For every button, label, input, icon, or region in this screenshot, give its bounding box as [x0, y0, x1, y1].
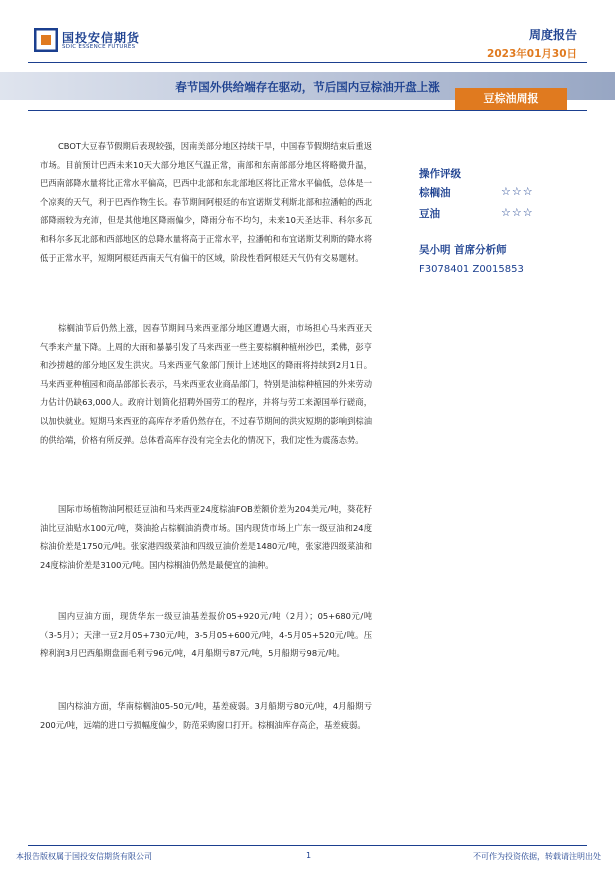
rating-sidebar	[419, 166, 589, 296]
header-divider	[28, 62, 587, 63]
body-paragraph-palm-oil	[40, 319, 372, 449]
category-tab: 豆棕油周报	[455, 88, 567, 110]
page-number: 1	[306, 851, 312, 860]
paragraph-text: 国内豆油方面，现货华东一级豆油基差报价05+920元/吨（2月）；05+680元/吨 （3-5月）；天津一豆2月05+730元/吨，3-5月05+600元/吨，4-5月05+520元/吨。压榨利润3月巴西船期盘面毛利亏96元/吨，4月船期亏87元/吨，5月船期亏98元/吨。	[40, 611, 381, 659]
report-date: 2023年01月30日	[487, 48, 577, 60]
rating-label: 豆油	[419, 208, 440, 220]
analyst-license: F3078401 Z0015853	[419, 264, 524, 275]
star-rating-icon: ☆☆☆	[501, 206, 534, 219]
body-paragraph-spreads	[40, 500, 372, 574]
footer-divider	[28, 845, 587, 846]
company-logo	[34, 28, 184, 54]
paragraph-text: 棕榈油节后仍然上涨，因春节期间马来西亚部分地区遭遇大雨，市场担心马来西亚天气季来产量下降。上周的大雨和暴暴引发了马来西亚一些主要棕榈种植州沙巴，柔佛，彭亨和沙捞越的部分地区发生洪灾。马来西亚气象部门预计上述地区的降雨将持续到2月1日。马来西亚种植园和商品部部长表示，马来西亚农业商品部门，特别是油棕种植园的外来劳动力估计仍缺63,000人。政府计划简化招聘外国劳工的程序，并将与劳工来源国举行磋商，以加快就业。短期马来西亚的高库存矛盾仍然存在，不过春节期间的洪灾短期的影响到棕油的供给端，价格有所反弹。总体看高库存没有完全去化的情况下，我们定性为震荡态势。	[40, 323, 372, 445]
body-paragraph-soybean	[40, 137, 372, 267]
body-paragraph-domestic-soyoil	[40, 607, 381, 663]
logo-english-name: SDIC ESSENCE FUTURES	[62, 44, 136, 50]
rating-row-palm-oil	[419, 185, 589, 201]
title-divider	[28, 110, 587, 111]
footer-disclaimer: 不可作为投资依据，转载请注明出处	[473, 852, 601, 861]
paragraph-text: 国际市场植物油阿根廷豆油和马来西亚24度棕油FOB差额价差为204美元/吨，葵花籽油比豆油贴水100元/吨，葵油抢占棕榈油消费市场。国内现货市场上广东一级豆油和24度棕油价差是1750元/吨。张家港四级菜油和四级豆油价差是1480元/吨，张家港四级菜油和24度棕油价差是3100元/吨。国内棕榈油仍然是最便宜的油种。	[40, 504, 372, 570]
logo-mark-icon	[34, 28, 58, 52]
paragraph-text: CBOT大豆春节假期后表现较强，因南美部分地区持续干旱，中国春节假期结束后重返市场。目前预计巴西未来10天大部分地区气温正常，南部和东南部部分地区将略微升温，巴西南部降水量将比正常水平偏高，巴西中北部和东北部地区将比正常水平偏低，总体是一个凉爽的天气，利于巴西作物生长。春节期间阿根廷的布宜诺斯艾利斯北部和拉潘帕的西北部降雨较为充沛，但是其他地区降雨偏少，降雨分布不均匀，未来10天圣达菲、科尔多瓦和科尔多瓦北部和西部地区的总降水量将高于正常水平，拉潘帕和布宜诺斯艾利斯的降水将低于正常水平，短期阿根廷西南天气有偏干的区域，阶段性看阿根廷天气仍有交易题材。	[40, 141, 372, 263]
report-title: 春节国外供给端存在驱动，节后国内豆棕油开盘上涨	[175, 80, 440, 94]
footer-copyright: 本报告版权属于国投安信期货有限公司	[16, 852, 152, 861]
analyst-name: 吴小明 首席分析师	[419, 244, 507, 256]
rating-row-soybean-oil	[419, 206, 589, 222]
logo-chinese-name: 国投安信期货	[62, 31, 141, 45]
body-paragraph-domestic-palm	[40, 697, 372, 734]
rating-heading: 操作评级	[419, 168, 461, 180]
page-header	[0, 0, 615, 70]
star-rating-icon: ☆☆☆	[501, 185, 534, 198]
report-type: 周度报告	[528, 28, 577, 42]
rating-label: 棕榈油	[419, 187, 451, 199]
paragraph-text: 国内棕油方面，华南棕榈油05-50元/吨，基差疲弱。3月船期亏80元/吨，4月船期亏200元/吨，远端的进口亏损幅度偏少，防范采购窗口打开。棕榈油库存高企，基差疲弱。	[40, 701, 372, 730]
